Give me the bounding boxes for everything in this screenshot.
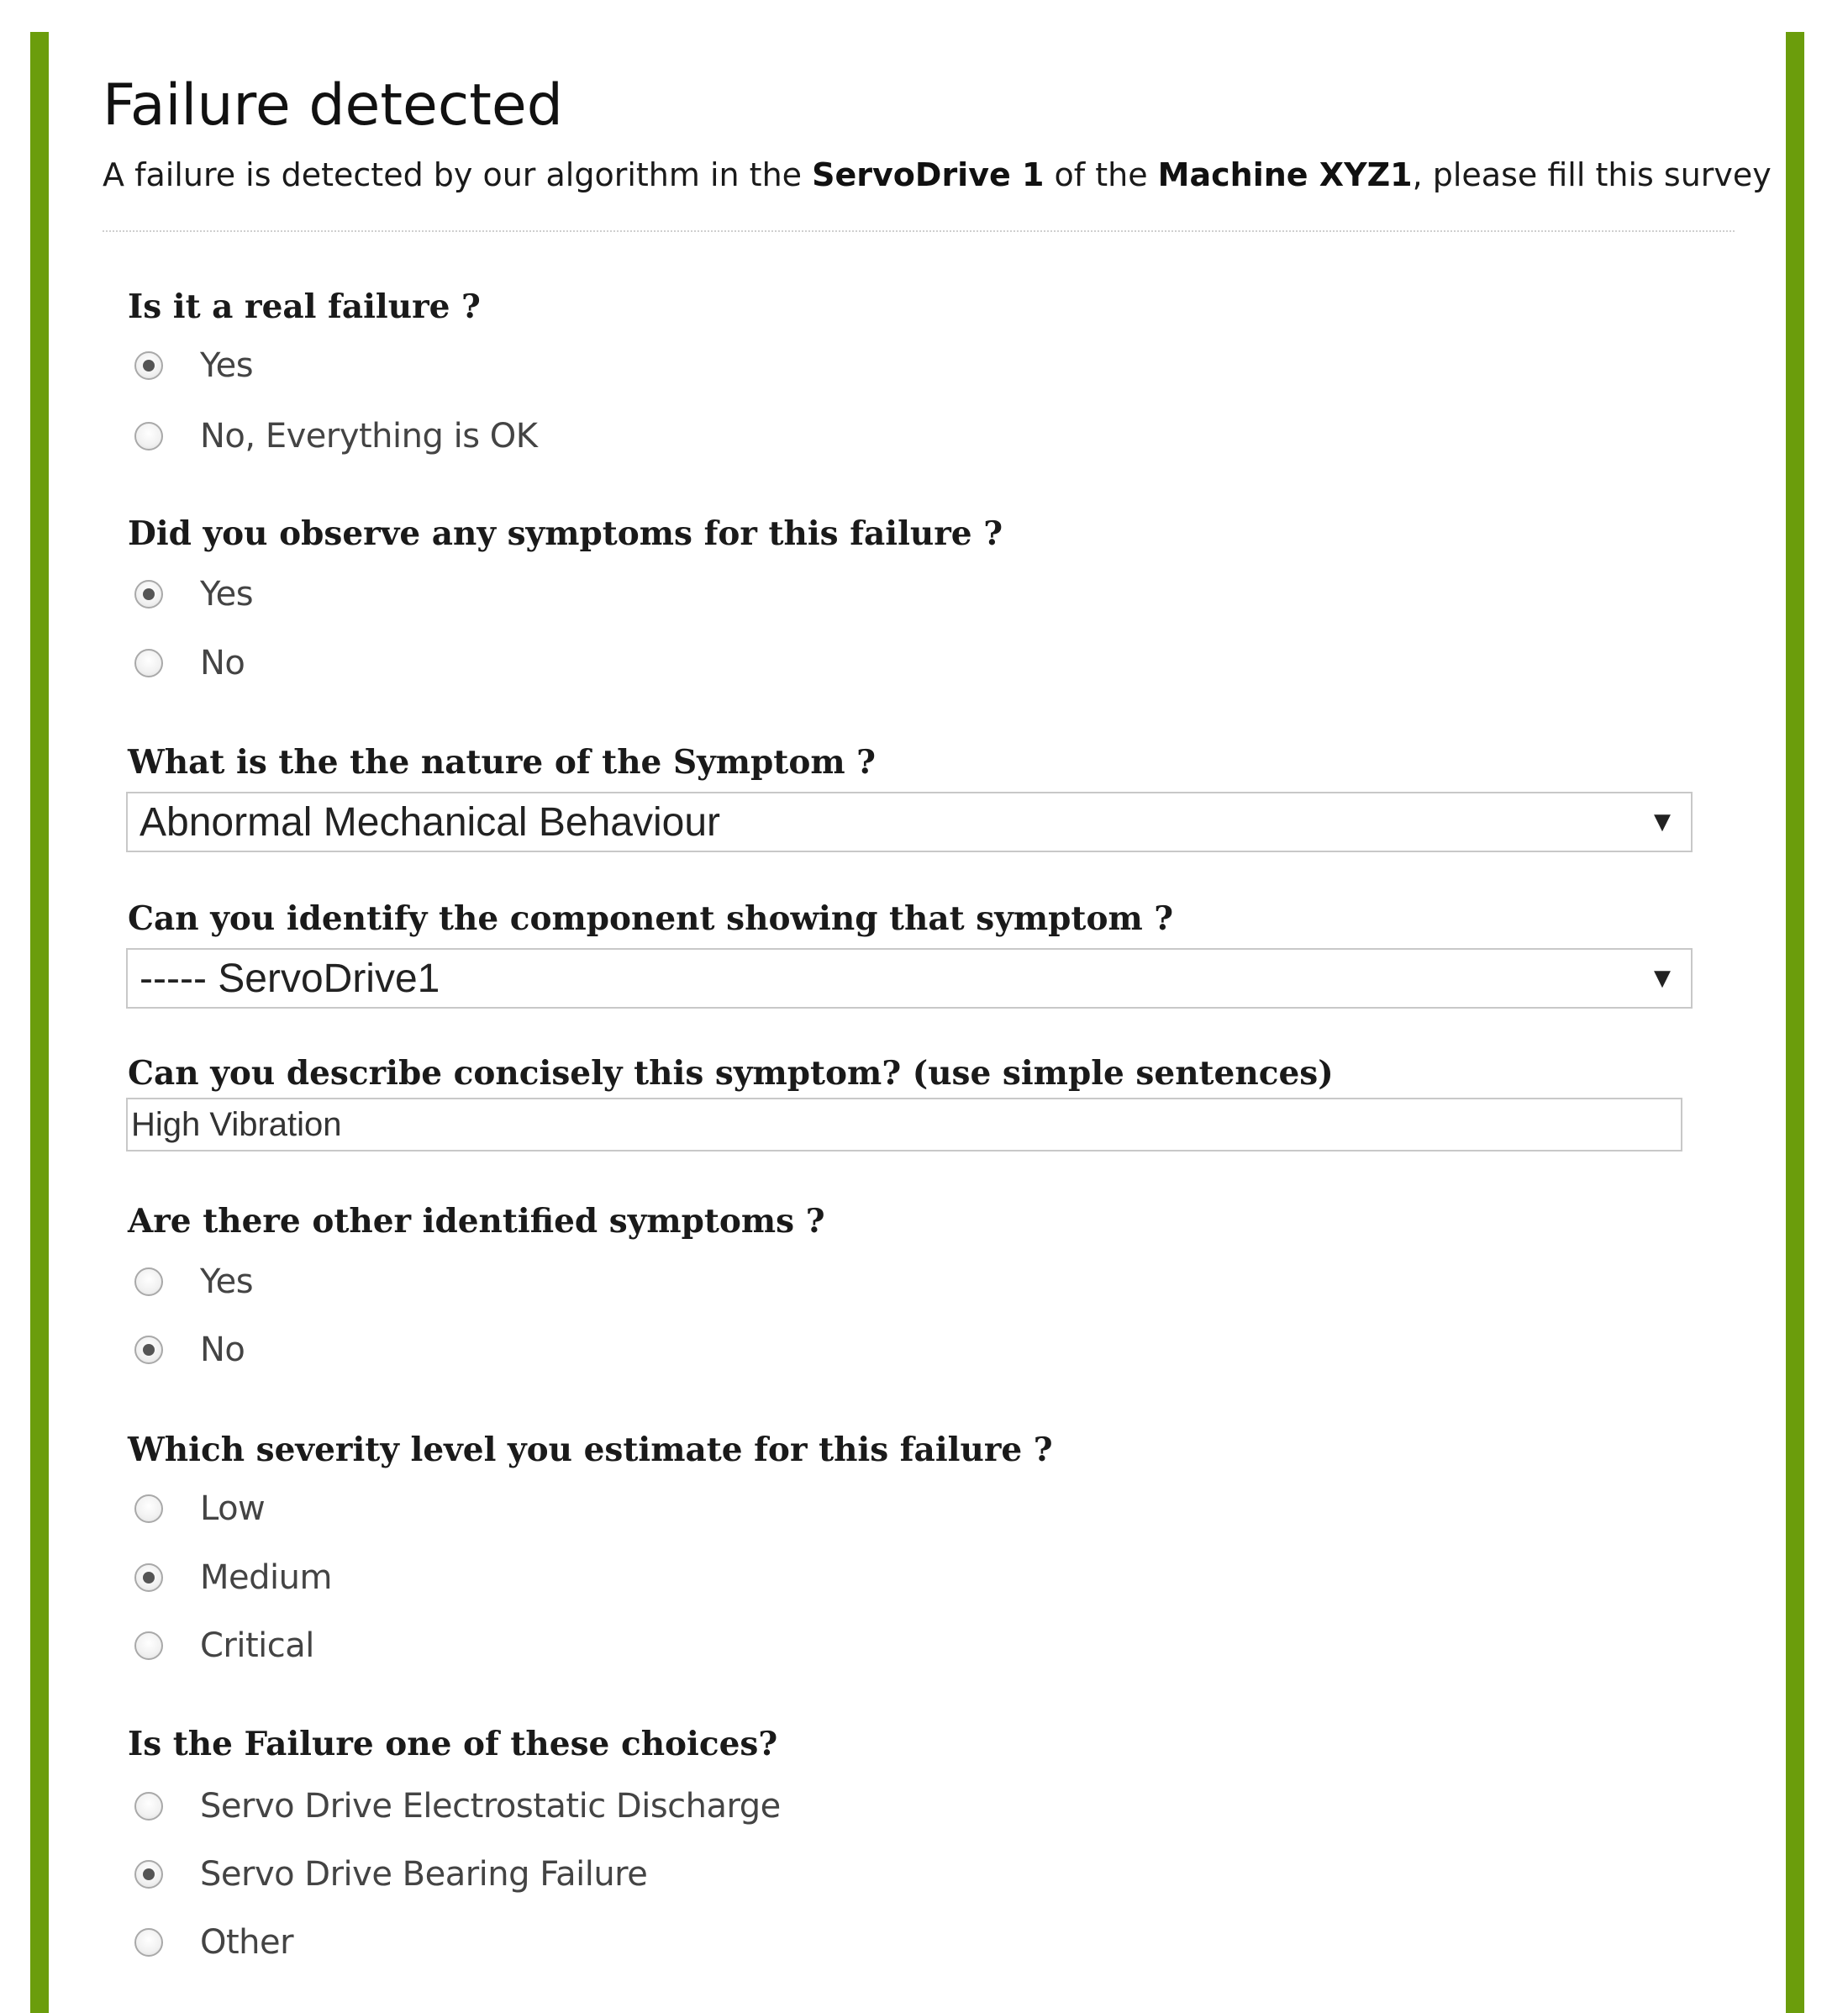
dropdown-arrow-icon[interactable]: ▼: [1654, 966, 1671, 991]
survey-panel: [30, 32, 1805, 2013]
radio-unchecked-icon[interactable]: [134, 422, 163, 451]
subtitle-component: ServoDrive 1: [812, 156, 1045, 193]
question-other-symptoms: Are there other identified symptoms ?: [128, 1202, 825, 1241]
radio-option-failure-esd[interactable]: [134, 1785, 781, 1827]
option-label: No: [200, 644, 245, 682]
question-symptom-description: Can you describe concisely this symptom? (use simple sentences): [128, 1054, 1334, 1093]
radio-option-failure-bearing[interactable]: [134, 1853, 647, 1895]
radio-unchecked-icon[interactable]: [134, 649, 163, 677]
symptom-nature-select[interactable]: [126, 792, 1693, 852]
dropdown-arrow-icon[interactable]: ▼: [1654, 809, 1671, 835]
option-label: No: [200, 1331, 245, 1369]
option-label: Yes: [200, 346, 254, 385]
radio-option-severity-low[interactable]: [134, 1488, 265, 1530]
radio-checked-icon[interactable]: [134, 1336, 163, 1364]
option-label: Yes: [200, 575, 254, 614]
header-divider: [103, 230, 1735, 232]
page-subtitle: [103, 156, 1772, 195]
radio-option-severity-critical[interactable]: [134, 1625, 314, 1667]
option-label: Low: [200, 1489, 266, 1528]
radio-unchecked-icon[interactable]: [134, 1494, 163, 1523]
radio-unchecked-icon[interactable]: [134, 1267, 163, 1296]
subtitle-suffix: , please fill this survey: [1412, 156, 1772, 193]
radio-option-severity-medium[interactable]: [134, 1557, 332, 1599]
option-label: Yes: [200, 1262, 254, 1301]
radio-checked-icon[interactable]: [134, 351, 163, 380]
subtitle-prefix: A failure is detected by our algorithm in the: [103, 156, 813, 193]
symptom-nature-selected-value: Abnormal Mechanical Behaviour: [140, 799, 721, 845]
question-failure-choice: Is the Failure one of these choices?: [128, 1725, 778, 1763]
option-label: Medium: [200, 1558, 332, 1597]
symptom-description-input[interactable]: [126, 1098, 1682, 1151]
question-symptoms-observed: Did you observe any symptoms for this failure ?: [128, 514, 1003, 553]
radio-unchecked-icon[interactable]: [134, 1792, 163, 1821]
option-label: No, Everything is OK: [200, 417, 538, 456]
option-label: Other: [200, 1923, 294, 1962]
subtitle-middle: of the: [1044, 156, 1158, 193]
radio-option-failure-other[interactable]: [134, 1921, 293, 1963]
symptom-component-select[interactable]: [126, 948, 1693, 1009]
radio-unchecked-icon[interactable]: [134, 1631, 163, 1660]
radio-option-real-failure-no[interactable]: [134, 415, 537, 457]
question-severity: Which severity level you estimate for this failure ?: [128, 1431, 1053, 1469]
right-accent-bar: [1786, 32, 1804, 2013]
option-label: Critical: [200, 1626, 314, 1665]
radio-option-real-failure-yes[interactable]: [134, 345, 253, 387]
radio-checked-icon[interactable]: [134, 1563, 163, 1592]
radio-option-other-symptoms-no[interactable]: [134, 1329, 245, 1371]
question-symptom-component: Can you identify the component showing that symptom ?: [128, 899, 1174, 938]
radio-checked-icon[interactable]: [134, 580, 163, 609]
radio-checked-icon[interactable]: [134, 1860, 163, 1889]
question-real-failure: Is it a real failure ?: [128, 287, 481, 326]
radio-option-symptoms-yes[interactable]: [134, 573, 253, 615]
symptom-component-selected-value: ----- ServoDrive1: [140, 956, 440, 1001]
option-label: Servo Drive Electrostatic Discharge: [200, 1787, 781, 1826]
radio-option-symptoms-no[interactable]: [134, 642, 245, 684]
radio-option-other-symptoms-yes[interactable]: [134, 1261, 253, 1303]
radio-unchecked-icon[interactable]: [134, 1928, 163, 1957]
question-symptom-nature: What is the the nature of the Symptom ?: [128, 743, 877, 782]
option-label: Servo Drive Bearing Failure: [200, 1855, 648, 1894]
subtitle-machine: Machine XYZ1: [1157, 156, 1413, 193]
page-title: Failure detected: [103, 72, 563, 139]
left-accent-bar: [30, 32, 49, 2013]
